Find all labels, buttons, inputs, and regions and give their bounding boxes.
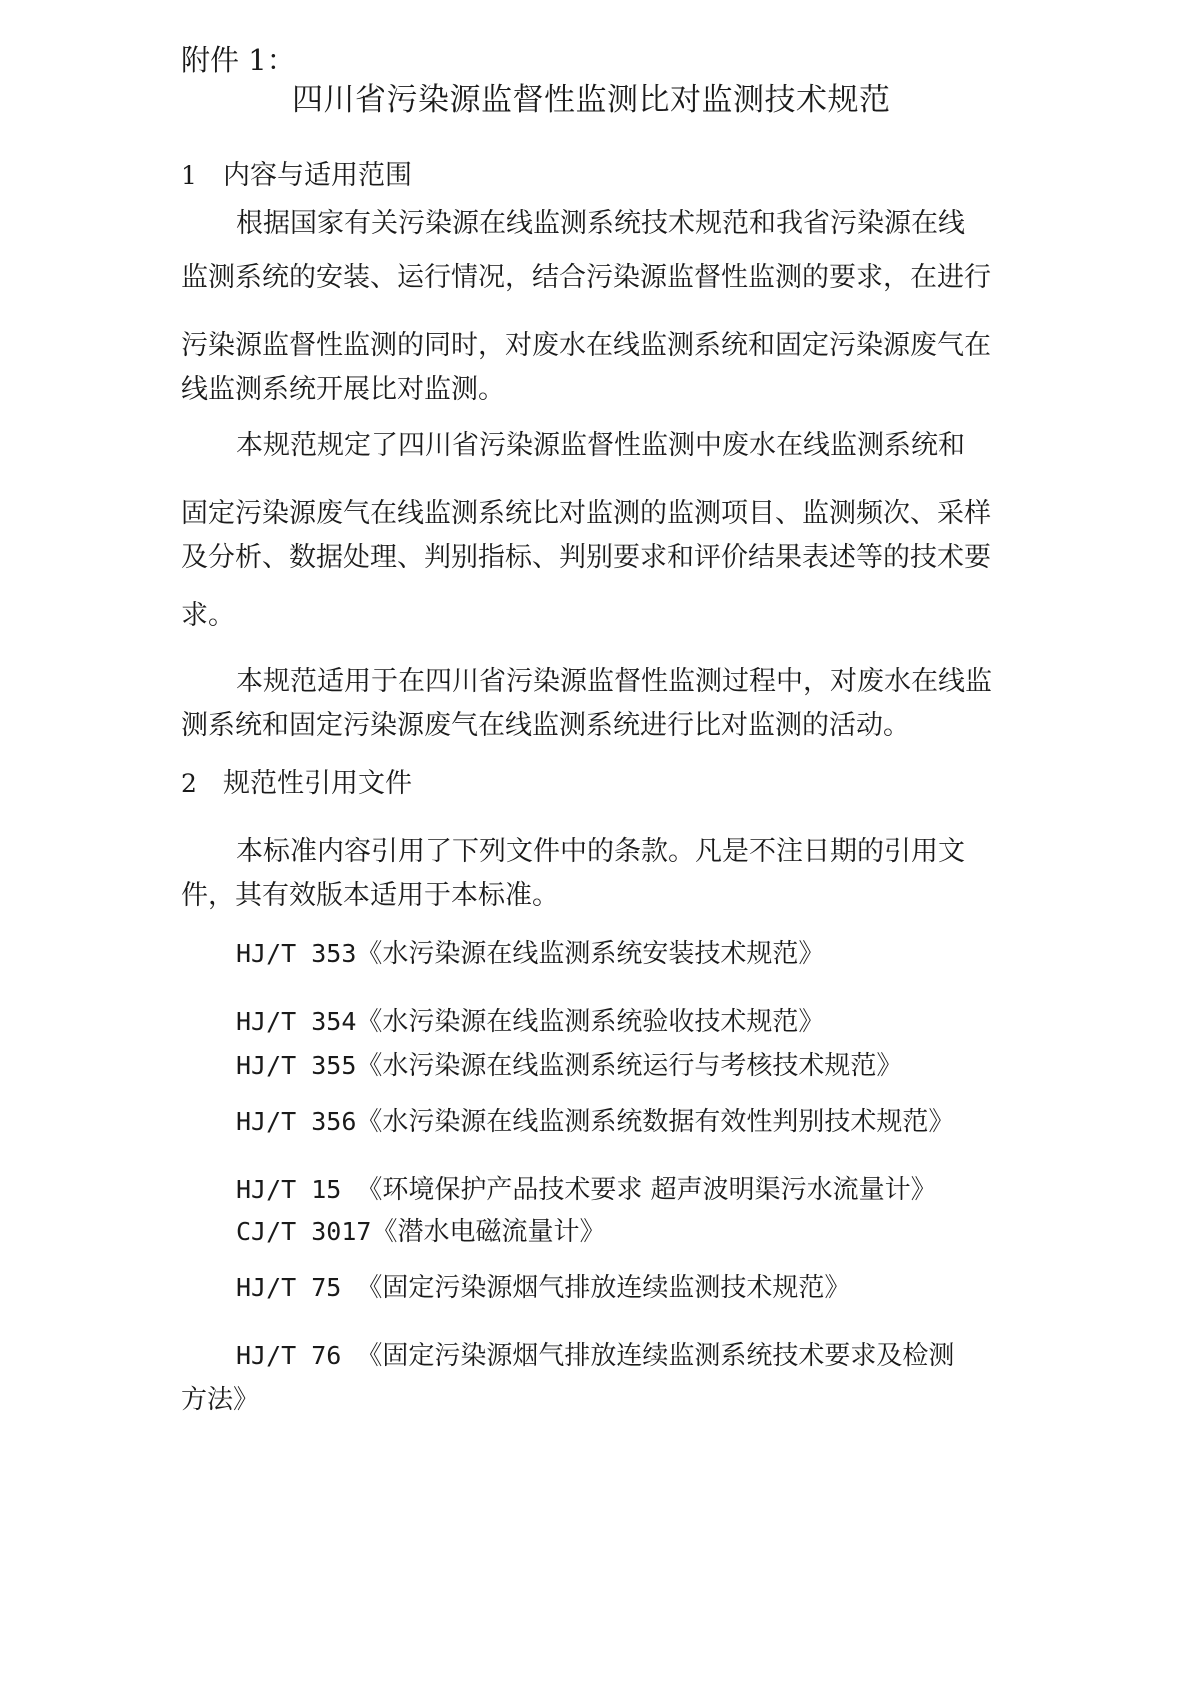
paragraph-line: 根据国家有关污染源在线监测系统技术规范和我省污染源在线	[236, 208, 965, 239]
document-title: 四川省污染源监督性监测比对监测技术规范	[292, 82, 891, 118]
paragraph-line: 及分析、数据处理、判别指标、判别要求和评价结果表述等的技术要	[181, 542, 991, 573]
section-number: 2	[181, 769, 197, 798]
paragraph-line: 测系统和固定污染源废气在线监测系统进行比对监测的活动。	[181, 710, 910, 741]
reference-code: CJ/T 3017	[236, 1217, 372, 1246]
paragraph-line: 本规范适用于在四川省污染源监督性监测过程中，对废水在线监	[236, 666, 992, 697]
reference-item	[236, 1174, 1011, 1206]
reference-item	[236, 1006, 1011, 1038]
reference-code: HJ/T 355	[236, 1051, 357, 1080]
reference-code: HJ/T 76	[236, 1341, 357, 1370]
paragraph-line: 固定污染源废气在线监测系统比对监测的监测项目、监测频次、采样	[181, 498, 991, 529]
paragraph-line: 求。	[181, 600, 235, 631]
reference-code: HJ/T 354	[236, 1007, 357, 1036]
paragraph-line: 本规范规定了四川省污染源监督性监测中废水在线监测系统和	[236, 430, 965, 461]
reference-title: 《水污染源在线监测系统验收技术规范》	[356, 1007, 825, 1037]
paragraph-line: 污染源监督性监测的同时，对废水在线监测系统和固定污染源废气在	[181, 330, 991, 361]
reference-title: 《固定污染源烟气排放连续监测系统技术要求及检测	[356, 1341, 955, 1371]
attachment-label: 附件 1：	[181, 43, 296, 77]
reference-item	[236, 1340, 1011, 1372]
reference-item-continuation	[181, 1384, 1011, 1416]
section-title: 内容与适用范围	[223, 160, 412, 191]
reference-title: 方法》	[181, 1385, 260, 1415]
reference-code: HJ/T 353	[236, 939, 357, 968]
reference-title: 《水污染源在线监测系统安装技术规范》	[356, 939, 825, 969]
paragraph-line: 线监测系统开展比对监测。	[181, 374, 505, 405]
reference-title: 《水污染源在线监测系统运行与考核技术规范》	[356, 1051, 903, 1081]
reference-title: 《水污染源在线监测系统数据有效性判别技术规范》	[356, 1107, 955, 1137]
reference-title: 《环境保护产品技术要求 超声波明渠污水流量计》	[356, 1175, 937, 1205]
reference-code: HJ/T 15	[236, 1175, 357, 1204]
reference-title: 《固定污染源烟气排放连续监测技术规范》	[356, 1273, 851, 1303]
reference-item	[236, 1272, 1011, 1304]
reference-title: 《潜水电磁流量计》	[371, 1217, 606, 1247]
reference-item	[236, 1216, 1011, 1248]
reference-code: HJ/T 356	[236, 1107, 357, 1136]
section-number: 1	[181, 161, 197, 190]
reference-code: HJ/T 75	[236, 1273, 357, 1302]
paragraph-line: 本标准内容引用了下列文件中的条款。凡是不注日期的引用文	[236, 836, 965, 867]
paragraph-line: 件，其有效版本适用于本标准。	[181, 880, 559, 911]
section-title: 规范性引用文件	[223, 768, 412, 799]
reference-item	[236, 938, 1011, 970]
section-1-heading	[181, 160, 1011, 192]
reference-item	[236, 1050, 1011, 1082]
reference-item	[236, 1106, 1011, 1138]
section-2-heading	[181, 768, 1011, 800]
paragraph-line: 监测系统的安装、运行情况，结合污染源监督性监测的要求，在进行	[181, 262, 991, 293]
